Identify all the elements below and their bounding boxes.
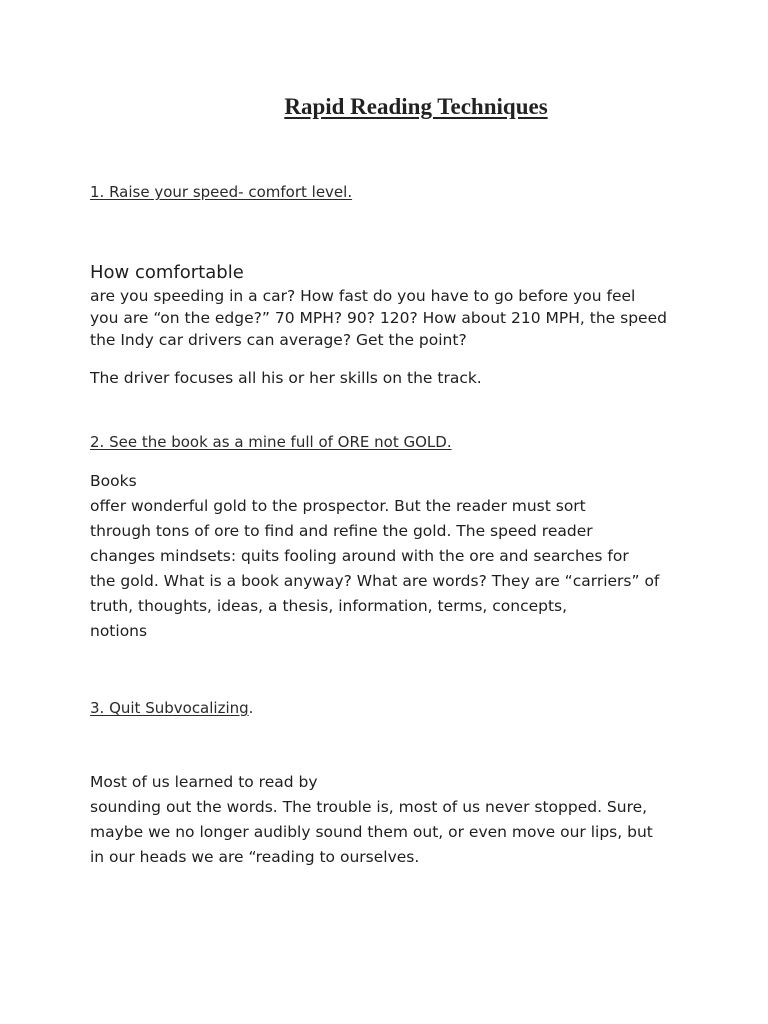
paragraph-line: sounding out the words. The trouble is, most of us never stopped. Sure, [90, 798, 648, 816]
section-1-heading: 1. Raise your speed- comfort level. [90, 183, 353, 201]
paragraph-line: Most of us learned to read by [90, 773, 318, 791]
section-1-heading-block [90, 182, 690, 201]
section-3-heading: 3. Quit Subvocalizing [90, 699, 249, 717]
paragraph-line: notions [90, 622, 148, 640]
paragraph-line: through tons of ore to find and refine the gold. The speed reader [90, 522, 593, 540]
paragraph-line: the Indy car drivers can average? Get the point? [90, 331, 467, 349]
page-title: Rapid Reading Techniques [284, 94, 548, 119]
paragraph-line: Books [90, 472, 137, 490]
section-1-extra [90, 366, 690, 391]
paragraph-line: maybe we no longer audibly sound them out, or even move our lips, but [90, 823, 653, 841]
paragraph-line: offer wonderful gold to the prospector. But the reader must sort [90, 497, 586, 515]
paragraph-line: truth, thoughts, ideas, a thesis, information, terms, concepts, [90, 597, 568, 615]
section-1-paragraph [90, 285, 690, 351]
paragraph-line: in our heads we are “reading to ourselves. [90, 848, 420, 866]
section-3-heading-suffix: . [248, 699, 254, 717]
section-3-heading-block [90, 698, 690, 717]
section-1-lead-block [90, 262, 690, 284]
section-2-paragraph [90, 469, 690, 644]
section-2-heading-block [90, 432, 690, 451]
paragraph-line: The driver focuses all his or her skills on the track. [90, 369, 482, 387]
section-2-heading: 2. See the book as a mine full of ORE not GOLD. [90, 433, 452, 451]
section-1-lead: How comfortable [90, 262, 244, 283]
section-3-paragraph [90, 770, 690, 870]
paragraph-line: you are “on the edge?” 70 MPH? 90? 120? How about 210 MPH, the speed [90, 309, 667, 327]
paragraph-line: the gold. What is a book anyway? What are words? They are “carriers” of [90, 572, 660, 590]
paragraph-line: are you speeding in a car? How fast do you have to go before you feel [90, 287, 636, 305]
paragraph-line: changes mindsets: quits fooling around with the ore and searches for [90, 547, 629, 565]
